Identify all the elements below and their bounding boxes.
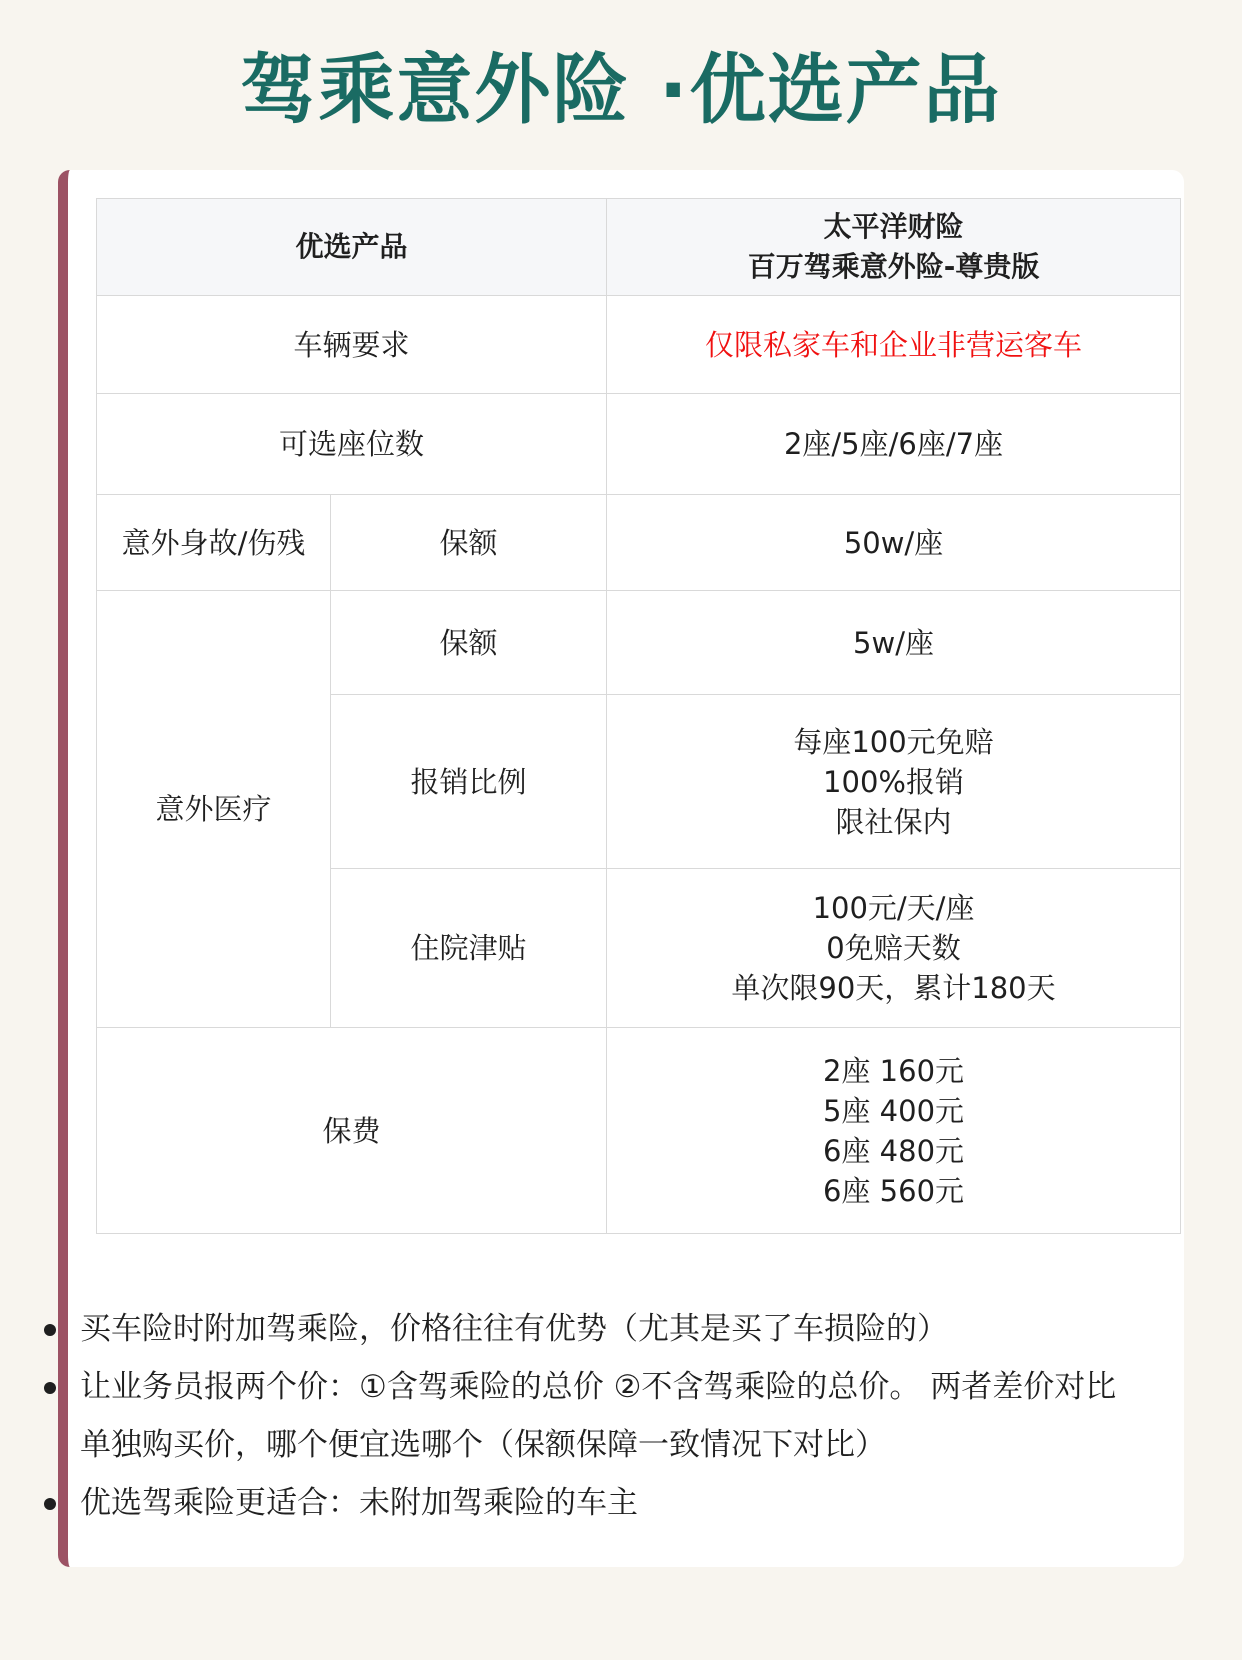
list-item bbox=[80, 1474, 1120, 1532]
product-company: 太平洋财险 bbox=[823, 210, 964, 243]
medical-label: 意外医疗 bbox=[97, 591, 331, 1028]
premium-line: 5座 400元 bbox=[823, 1093, 965, 1128]
premium-value bbox=[607, 1028, 1181, 1234]
accident-death-sublabel: 保额 bbox=[331, 495, 607, 591]
accident-death-label: 意外身故/伤残 bbox=[97, 495, 331, 591]
bullet-icon bbox=[44, 1382, 56, 1394]
seats-label: 可选座位数 bbox=[97, 394, 607, 495]
bullet-icon bbox=[44, 1498, 56, 1510]
premium-line: 6座 480元 bbox=[823, 1133, 965, 1168]
reimburse-line: 每座100元免赔 bbox=[793, 724, 994, 759]
allowance-label: 住院津贴 bbox=[331, 869, 607, 1028]
list-item bbox=[80, 1358, 1120, 1474]
tip-text: 让业务员报两个价：①含驾乘险的总价 ②不含驾乘险的总价。 两者差价对比单独购买价，哪个便宜选哪个（保额保障一致情况下对比） bbox=[80, 1369, 1117, 1463]
vehicle-label: 车辆要求 bbox=[97, 296, 607, 394]
seats-value: 2座/5座/6座/7座 bbox=[607, 394, 1181, 495]
reimburse-value bbox=[607, 695, 1181, 869]
product-name: 百万驾乘意外险-尊贵版 bbox=[747, 250, 1040, 283]
allowance-line: 100元/天/座 bbox=[812, 891, 975, 925]
header-label: 优选产品 bbox=[97, 199, 607, 296]
vehicle-value: 仅限私家车和企业非营运客车 bbox=[607, 296, 1181, 394]
tip-text: 买车险时附加驾乘险，价格往往有优势（尤其是买了车损险的） bbox=[80, 1311, 948, 1347]
table-row bbox=[97, 296, 1181, 394]
medical-coverage-value: 5w/座 bbox=[607, 591, 1181, 695]
header-product bbox=[607, 199, 1181, 296]
tips-list bbox=[80, 1300, 1120, 1532]
reimburse-line: 100%报销 bbox=[823, 764, 964, 799]
allowance-line: 0免赔天数 bbox=[826, 931, 961, 965]
product-spec-table bbox=[96, 198, 1181, 1234]
premium-label: 保费 bbox=[97, 1028, 607, 1234]
bullet-icon bbox=[44, 1324, 56, 1336]
premium-line: 6座 560元 bbox=[823, 1173, 965, 1208]
allowance-value bbox=[607, 869, 1181, 1028]
reimburse-line: 限社保内 bbox=[835, 804, 952, 839]
accident-death-value: 50w/座 bbox=[607, 495, 1181, 591]
medical-coverage-label: 保额 bbox=[331, 591, 607, 695]
table-header-row bbox=[97, 199, 1181, 296]
table-row bbox=[97, 591, 1181, 695]
premium-line: 2座 160元 bbox=[823, 1053, 965, 1088]
table-row bbox=[97, 394, 1181, 495]
page-title: 驾乘意外险 ·优选产品 bbox=[240, 45, 1002, 134]
table-row bbox=[97, 1028, 1181, 1234]
tip-text: 优选驾乘险更适合：未附加驾乘险的车主 bbox=[80, 1485, 638, 1521]
reimburse-label: 报销比例 bbox=[331, 695, 607, 869]
table-row bbox=[97, 495, 1181, 591]
allowance-line: 单次限90天，累计180天 bbox=[731, 971, 1056, 1005]
list-item bbox=[80, 1300, 1120, 1358]
